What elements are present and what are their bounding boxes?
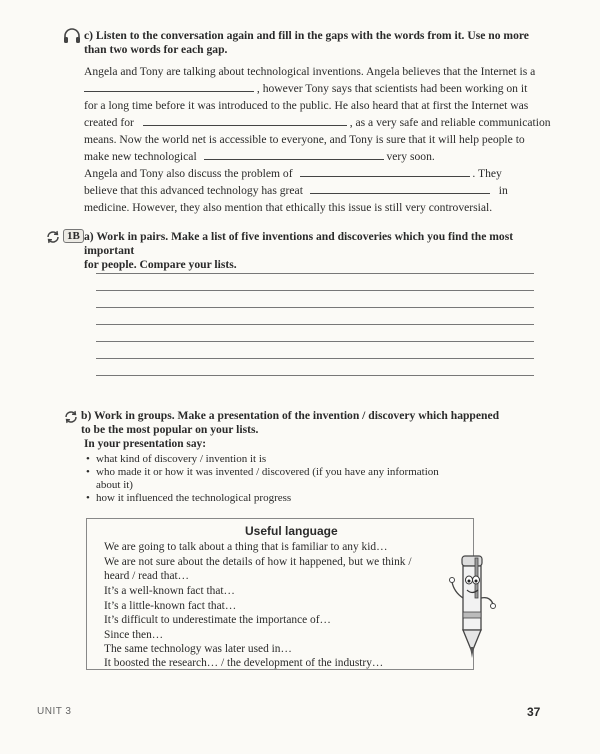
phrase-line: We are going to talk about a thing that is familiar to any kid… bbox=[104, 541, 388, 553]
subheading: In your presentation say: bbox=[84, 438, 207, 450]
exercise-c-instruction bbox=[84, 29, 534, 57]
answer-gap[interactable] bbox=[310, 183, 490, 194]
exercise-b-instruction bbox=[81, 409, 531, 437]
group-work-icon bbox=[63, 409, 79, 430]
instruction-line: b) Work in groups. Make a presentation of the invention / discovery which happened bbox=[81, 409, 500, 422]
writing-line[interactable] bbox=[96, 273, 534, 274]
text-line: medicine. However, they also mention that ethically this issue is still very controversial. bbox=[84, 201, 493, 214]
text-fragment: very soon. bbox=[386, 150, 435, 163]
text-line: for a long time before it was introduced to the public. He also heard that at first the Internet was bbox=[84, 99, 529, 112]
section-badge: 1B bbox=[63, 229, 84, 243]
headphones-icon bbox=[63, 28, 81, 49]
text-fragment: created for bbox=[84, 116, 134, 129]
text-fragment: make new technological bbox=[84, 150, 197, 163]
writing-line[interactable] bbox=[96, 307, 534, 308]
phrase-line: It’s difficult to underestimate the importance of… bbox=[104, 614, 331, 626]
bullet-item: • what kind of discovery / invention it is bbox=[96, 453, 266, 466]
answer-gap[interactable] bbox=[204, 149, 384, 160]
instruction-line: than two words for each gap. bbox=[84, 43, 228, 56]
text-fragment: Angela and Tony also discuss the problem of bbox=[84, 167, 293, 180]
text-fragment: in bbox=[498, 184, 508, 197]
writing-line[interactable] bbox=[96, 358, 534, 359]
phrase-line: heard / read that… bbox=[104, 570, 190, 582]
text-fragment: . They bbox=[472, 167, 502, 180]
phrase-line: The same technology was later used in… bbox=[104, 643, 292, 655]
phrase-line: Since then… bbox=[104, 629, 164, 641]
unit-label: UNIT 3 bbox=[37, 706, 72, 717]
answer-gap[interactable] bbox=[300, 166, 470, 177]
text-fragment: , however Tony says that scientists had been working on it bbox=[256, 82, 528, 95]
phrase-line: It boosted the research… / the development of the industry… bbox=[104, 657, 384, 669]
writing-line[interactable] bbox=[96, 324, 534, 325]
exercise-1b-instruction bbox=[84, 230, 544, 272]
bullet-item: • who made it or how it was invented / discovered (if you have any information bbox=[96, 466, 439, 479]
text-fragment: , as a very safe and reliable communication bbox=[349, 116, 551, 129]
writing-line[interactable] bbox=[96, 290, 534, 291]
instruction-line: a) Work in pairs. Make a list of five inventions and discoveries which you find the most important bbox=[84, 230, 514, 257]
pair-work-icon bbox=[45, 229, 61, 250]
answer-gap[interactable] bbox=[84, 81, 254, 92]
instruction-line: c) Listen to the conversation again and fill in the gaps with the words from it. Use no more bbox=[84, 29, 529, 42]
text-line: means. Now the world net is accessible to everyone, and Tony is sure that it will help people to bbox=[84, 133, 525, 146]
text-fragment: believe that this advanced technology has great bbox=[84, 184, 303, 197]
pen-mascot-illustration bbox=[448, 552, 498, 669]
writing-line[interactable] bbox=[96, 341, 534, 342]
instruction-line: for people. Compare your lists. bbox=[84, 258, 237, 271]
answer-gap[interactable] bbox=[143, 115, 347, 126]
phrase-line: It’s a little-known fact that… bbox=[104, 600, 237, 612]
phrase-line: We are not sure about the details of how it happened, but we think / bbox=[104, 556, 412, 568]
text-line: Angela and Tony are talking about technological inventions. Angela believes that the Internet is a bbox=[84, 65, 536, 78]
page-number: 37 bbox=[527, 705, 541, 719]
phrase-line: It’s a well-known fact that… bbox=[104, 585, 235, 597]
bullet-item: • how it influenced the technological progress bbox=[96, 492, 291, 505]
writing-line[interactable] bbox=[96, 375, 534, 376]
bullet-continuation: about it) bbox=[96, 479, 133, 491]
instruction-line: to be the most popular on your lists. bbox=[81, 423, 259, 436]
useful-language-title: Useful language bbox=[245, 524, 338, 538]
